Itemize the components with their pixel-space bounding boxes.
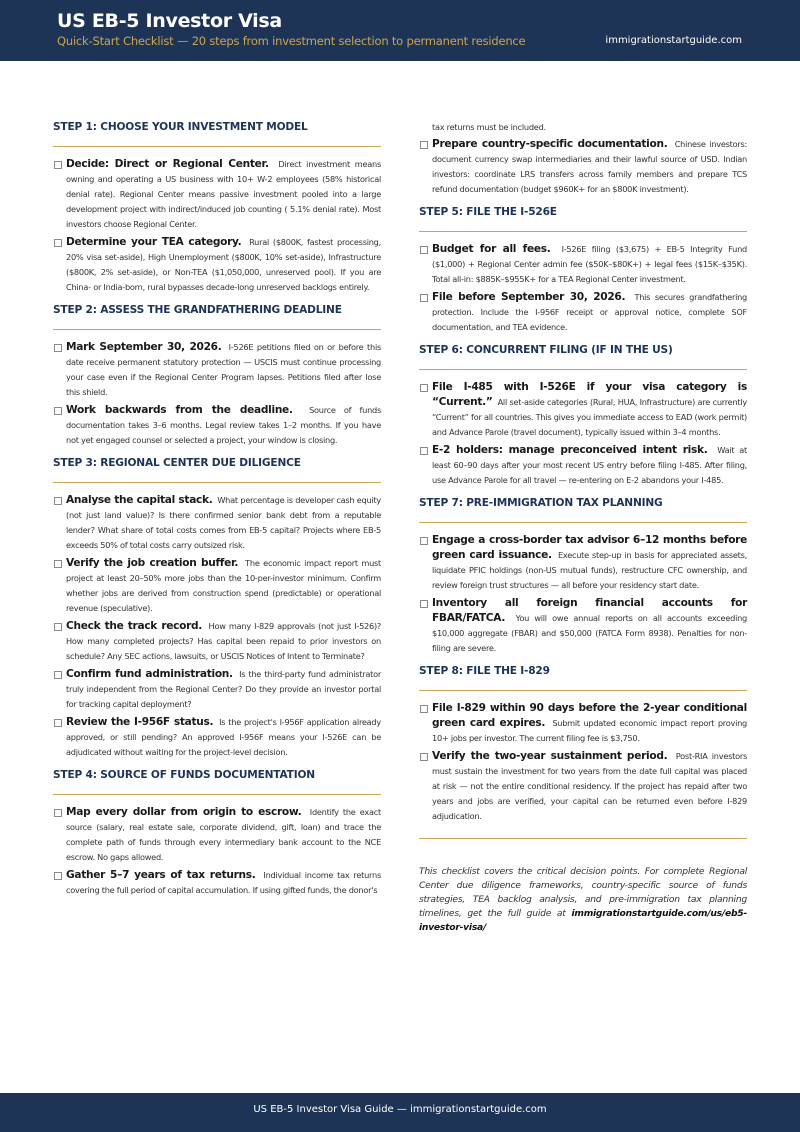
item-text: Post-RIA investors must sustain the investment for two years from the date full capital was placed at risk — not the entire conditional residency. If the project has repaid after two years and jobs are verified, your capital can be returned even before I-829 adjudication. xyxy=(432,751,747,821)
checkbox[interactable] xyxy=(420,537,428,545)
checklist-item xyxy=(53,556,381,616)
checklist-item xyxy=(53,157,381,232)
item-text: Chinese investors: document currency swap intermediaries and their lawful source of USD. Indian investors: coordinate LRS transfers across family members and prepare TCS refund documentation (budget $960K+ for an $800K investment). xyxy=(432,139,747,194)
checklist-item xyxy=(53,868,381,898)
checklist-item xyxy=(53,493,381,553)
item-text: How many I-829 approvals (not just I-526)? How many completed projects? Has capital been repaid to prior investors on schedule? Any SEC actions, lawsuits, or USCIS Notices of Intent to Terminate? xyxy=(66,621,381,661)
checkbox[interactable] xyxy=(420,384,428,392)
checkbox[interactable] xyxy=(54,671,62,679)
item-lead: Prepare country-specific documentation. xyxy=(432,138,668,150)
item-lead: Engage a cross-border tax advisor 6–12 months before green card issuance. xyxy=(432,534,747,561)
divider xyxy=(419,838,747,839)
item-lead: Check the track record. xyxy=(66,620,203,632)
checklist-item xyxy=(419,137,747,197)
item-lead: Budget for all fees. xyxy=(432,243,551,255)
item-lead: File I-829 within 90 days before the 2-year conditional green card expires. xyxy=(432,702,747,729)
item-text: Wait at least 60–90 days after your most recent US entry before filing I-485. After filing, use Advance Parole for all travel — re-entering on E-2 abandons your I-485. xyxy=(432,445,747,485)
checkbox[interactable] xyxy=(54,872,62,880)
checklist-item xyxy=(53,805,381,865)
checkbox[interactable] xyxy=(54,407,62,415)
checkbox[interactable] xyxy=(54,560,62,568)
checklist-item xyxy=(419,443,747,488)
page-title: US EB-5 Investor Visa xyxy=(57,10,282,32)
item-text: Direct investment means owning and operating a US business with 10+ W-2 employees (58% historical denial rate). Regional Center means passive investment pooled into a large development project with indirect/induced job counting ( 5.1% denial rate). Most investors choose Regional Center. xyxy=(66,159,381,229)
item-text: Is the third-party fund administrator truly independent from the Regional Center? Do they provide an investor portal for tracking capital deployment? xyxy=(66,669,381,709)
checkbox[interactable] xyxy=(54,623,62,631)
checklist-item xyxy=(419,749,747,824)
checklist-item xyxy=(419,290,747,335)
item-lead: Review the I-956F status. xyxy=(66,716,214,728)
checklist-item xyxy=(53,235,381,295)
page-footer xyxy=(0,1093,800,1132)
checkbox[interactable] xyxy=(54,161,62,169)
item-lead: Analyse the capital stack. xyxy=(66,494,213,506)
page-subtitle: Quick-Start Checklist — 20 steps from investment selection to permanent residence xyxy=(57,34,526,48)
checklist-item xyxy=(53,403,381,448)
checklist-item xyxy=(53,340,381,400)
checklist-item xyxy=(419,380,747,440)
checklist-item xyxy=(419,596,747,656)
item-lead: Decide: Direct or Regional Center. xyxy=(66,158,269,170)
checkbox[interactable] xyxy=(420,600,428,608)
step-2-heading: STEP 2: ASSESS THE GRANDFATHERING DEADLINE xyxy=(53,303,381,330)
item-lead: Gather 5–7 years of tax returns. xyxy=(66,869,256,881)
item-text: Rural ($800K, fastest processing, 20% visa set-aside), High Unemployment ($800K, 10% set-aside), Infrastructure ($800K, 2% set-aside), or Non-TEA ($1,050,000, unreserved pool). If you are China- or India-born, rural bypasses decade-long unreserved backlogs entirely. xyxy=(66,237,381,292)
step-5-heading: STEP 5: FILE THE I-526E xyxy=(419,205,747,232)
item-lead: File before September 30, 2026. xyxy=(432,291,626,303)
checkbox[interactable] xyxy=(54,497,62,505)
item-lead: Mark September 30, 2026. xyxy=(66,341,222,353)
item-text: You will owe annual reports on all accounts exceeding $10,000 aggregate (FBAR) and $50,000 (FATCA Form 8938). Penalties for non-filing are severe. xyxy=(432,613,747,653)
item-text: Identify the exact source (salary, real estate sale, corporate dividend, gift, loan) and trace the complete path of funds through every intermediary bank account to the NCE escrow. No gaps allowed. xyxy=(66,807,381,862)
checkbox[interactable] xyxy=(54,809,62,817)
checklist-item xyxy=(53,715,381,760)
item-lead: Verify the two-year sustainment period. xyxy=(432,750,668,762)
page-header xyxy=(0,0,800,61)
item-text: This secures grandfathering protection. Include the I-956F receipt or approval notice, complete SOF documentation, and TEA evidence. xyxy=(432,292,747,332)
checkbox[interactable] xyxy=(420,753,428,761)
item-text: The economic impact report must project at least 20–50% more jobs than the 10-per-investor minimum. Confirm whether jobs are derived from construction spend (predictable) or operational revenue (speculative). xyxy=(66,558,381,613)
footer-text: US EB-5 Investor Visa Guide — immigrationstartguide.com xyxy=(253,1104,547,1115)
checklist-item xyxy=(419,701,747,746)
item-text: I-526E filing ($3,675) + EB-5 Integrity Fund ($1,000) + Regional Center admin fee ($50K–$80K+) + legal fees ($15K–$35K). Total all-in: $885K–$955K+ for a TEA Regional Center investment. xyxy=(432,244,747,284)
right-column xyxy=(419,120,747,935)
item-lead: Verify the job creation buffer. xyxy=(66,557,239,569)
item-text: Source of funds documentation takes 3–6 months. Legal review takes 1–2 months. If you have not yet engaged counsel or selected a project, your window is closing. xyxy=(66,405,381,445)
item-lead: File I-485 with I-526E if your visa category is “Current.” xyxy=(432,381,747,408)
checklist-item xyxy=(419,242,747,287)
checkbox[interactable] xyxy=(420,246,428,254)
item-lead: Map every dollar from origin to escrow. xyxy=(66,806,302,818)
step-1-heading: STEP 1: CHOOSE YOUR INVESTMENT MODEL xyxy=(53,120,381,147)
step-7-heading: STEP 7: PRE-IMMIGRATION TAX PLANNING xyxy=(419,496,747,523)
checklist-item xyxy=(53,619,381,664)
closing-note xyxy=(419,865,747,935)
checklist-item xyxy=(53,667,381,712)
checkbox[interactable] xyxy=(420,447,428,455)
checkbox[interactable] xyxy=(420,705,428,713)
item-lead: Inventory all foreign financial accounts for FBAR/FATCA. xyxy=(432,597,747,624)
item-lead: Work backwards from the deadline. xyxy=(66,404,293,416)
checkbox[interactable] xyxy=(420,141,428,149)
item-text: Is the project's I-956F application already approved, or still pending? An approved I-956F means your I-526E can be adjudicated without waiting for the project-level decision. xyxy=(66,717,381,757)
item-continuation: tax returns must be included. xyxy=(432,122,546,132)
guide-link[interactable]: immigrationstartguide.com/us/eb5-investor-visa/ xyxy=(419,908,747,933)
item-lead: Determine your TEA category. xyxy=(66,236,242,248)
checklist-item xyxy=(419,533,747,593)
item-text: What percentage is developer cash equity (not just land value)? Is there confirmed senior bank debt from a reputable lender? What share of total costs comes from EB-5 capital? Projects where EB-5 exceeds 50% of total costs carry outsized risk. xyxy=(66,495,382,550)
step-4-heading: STEP 4: SOURCE OF FUNDS DOCUMENTATION xyxy=(53,768,381,795)
checkbox[interactable] xyxy=(54,344,62,352)
item-text: I-526E petitions filed on or before this date receive permanent statutory protection — USCIS must continue processing your case even if the Regional Center Program lapses. Petitions filed after lose this shield. xyxy=(66,342,381,397)
item-lead: E-2 holders: manage preconceived intent risk. xyxy=(432,444,708,456)
item-text: Execute step-up in basis for appreciated assets, liquidate PFIC holdings (non-US mutual funds), restructure CFC ownership, and review foreign trust structures — all before your residency start date. xyxy=(432,550,748,590)
step-6-heading: STEP 6: CONCURRENT FILING (IF IN THE US) xyxy=(419,343,747,370)
checkbox[interactable] xyxy=(54,719,62,727)
left-column xyxy=(53,118,381,901)
closing-text: This checklist covers the critical decision points. For complete Regional Center due diligence frameworks, country-specific source of funds strategies, TEA backlog analysis, and pre-immigration tax planning timelines, get the full guide at xyxy=(419,866,747,919)
step-3-heading: STEP 3: REGIONAL CENTER DUE DILIGENCE xyxy=(53,456,381,483)
item-text: Individual income tax returns covering the full period of capital accumulation. If using gifted funds, the donor's xyxy=(66,870,381,895)
item-lead: Confirm fund administration. xyxy=(66,668,233,680)
item-text: Submit updated economic impact report proving 10+ jobs per investor. The current filing fee is $3,750. xyxy=(432,718,747,743)
checkbox[interactable] xyxy=(54,239,62,247)
header-site-link[interactable]: immigrationstartguide.com xyxy=(605,35,742,46)
checkbox[interactable] xyxy=(420,294,428,302)
item-text: All set-aside categories (Rural, HUA, Infrastructure) are currently “Current” for all countries. This gives you immediate access to EAD (work permit) and Advance Parole (travel document), typically issued within 3–4 months. xyxy=(432,397,747,437)
step-8-heading: STEP 8: FILE THE I-829 xyxy=(419,664,747,691)
